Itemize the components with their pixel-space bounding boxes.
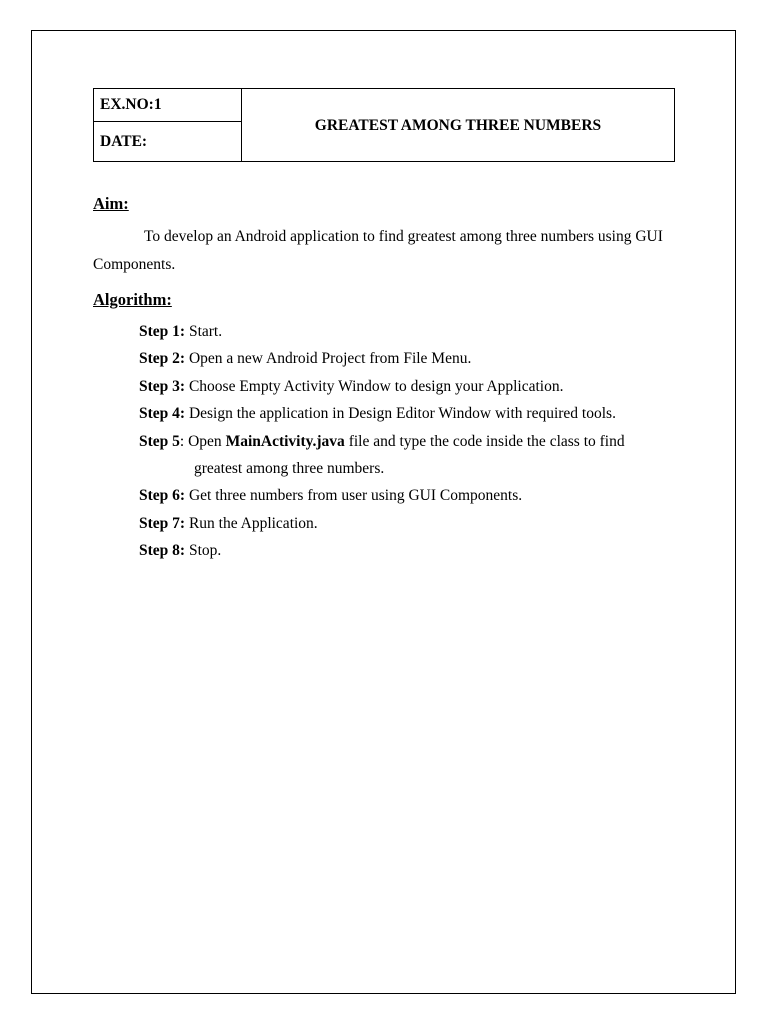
step-label: Step 4: — [139, 405, 186, 423]
algorithm-steps — [139, 318, 679, 565]
step-item — [139, 510, 679, 537]
step-label: Step 1: — [139, 323, 186, 340]
step-separator: : Open — [179, 432, 226, 450]
step-label: Step 6: — [139, 487, 186, 505]
step-text: Choose Empty Activity Window to design your Application. — [185, 377, 564, 395]
step-item — [139, 428, 679, 483]
exercise-number: EX.NO:1 — [94, 89, 242, 122]
step-text: file and type the code inside the class to find — [344, 432, 625, 450]
step-text: Design the application in Design Editor Window with required tools. — [185, 405, 616, 423]
step-text: Stop. — [185, 542, 222, 560]
step-label: Step 7: — [139, 514, 186, 532]
step-label: Step 3: — [139, 377, 186, 395]
step-label: Step 8: — [139, 542, 186, 560]
file-name: MainActivity.java — [225, 432, 345, 450]
step-item — [139, 373, 679, 400]
document-title: GREATEST AMONG THREE NUMBERS — [242, 89, 675, 162]
step-item — [139, 537, 679, 564]
date-field: DATE: — [94, 122, 242, 162]
step-item — [139, 400, 679, 427]
step-item — [139, 482, 679, 509]
step-item — [139, 345, 679, 372]
step-continuation: greatest among three numbers. — [194, 460, 385, 478]
step-text: Start. — [185, 323, 223, 340]
algorithm-heading: Algorithm: — [93, 290, 172, 309]
aim-text: To develop an Android application to find greatest among three numbers using GUI Components. — [93, 228, 663, 273]
step-text: Get three numbers from user using GUI Components. — [185, 487, 523, 505]
header-table — [93, 88, 675, 162]
step-label: Step 5 — [139, 432, 180, 450]
aim-heading: Aim: — [93, 194, 129, 213]
step-text: Run the Application. — [185, 514, 318, 532]
step-item — [139, 318, 679, 345]
step-text: Open a new Android Project from File Menu. — [185, 350, 472, 368]
step-label: Step 2: — [139, 350, 186, 368]
